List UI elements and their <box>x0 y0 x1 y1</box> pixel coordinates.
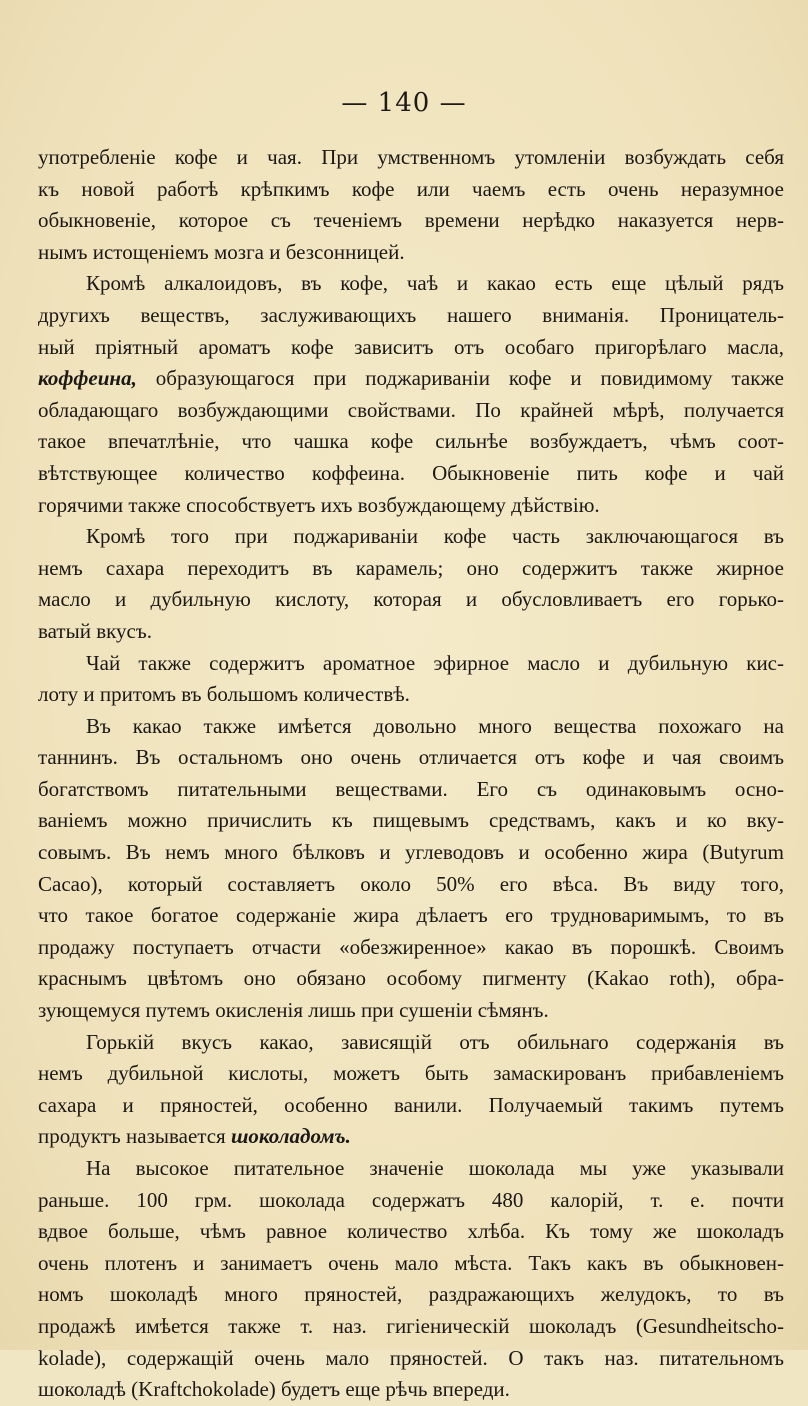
emphasized-term: коффеина, <box>38 366 137 391</box>
text-line: краснымъ цвѣтомъ оно обязано особому пигменту (Kakao roth), обра- <box>38 966 784 991</box>
text-line: kolade), содержащій очень мало пряностей. О такъ наз. питательномъ <box>38 1345 784 1370</box>
text-line: номъ шоколадѣ много пряностей, раздражающихъ желудокъ, то въ <box>38 1282 784 1307</box>
text-line: къ новой работѣ крѣпкимъ кофе или чаемъ есть очень неразумное <box>38 176 784 201</box>
text-line: богатствомъ питательными веществами. Его съ одинаковымъ осно- <box>38 776 784 801</box>
page-number: — 140 — <box>341 88 467 118</box>
text-line-start: продуктъ называется <box>38 1124 226 1149</box>
text-line: Горькій вкусъ какао, зависящій отъ обильнаго содержанія въ <box>86 1029 784 1054</box>
text-line: ватый вкусъ. <box>38 618 152 643</box>
text-line: лоту и притомъ въ большомъ количествѣ. <box>38 682 410 707</box>
text-line-with-emphasis <box>38 1121 784 1153</box>
text-line: шоколадѣ (Kraftchokolade) будетъ еще рѣчь впереди. <box>38 1377 510 1402</box>
text-line: употребленіе кофе и чая. При умственномъ утомленіи возбуждать себя <box>38 145 784 169</box>
text-line: раньше. 100 грм. шоколада содержатъ 480 калорій, т. е. почти <box>38 1187 784 1212</box>
text-line: другихъ веществъ, заслуживающихъ нашего вниманія. Проницатель- <box>38 302 784 327</box>
text-line: Cacao), который составляетъ около 50% его вѣса. Въ виду того, <box>38 871 784 896</box>
text-line: вѣтствующее количество коффеина. Обыкновеніе пить кофе и чай <box>38 460 784 485</box>
text-line: нымъ истощеніемъ мозга и безсонницей. <box>38 239 405 264</box>
text-line: совымъ. Въ немъ много бѣлковъ и углеводовъ и особенно жира (Butyrum <box>38 840 784 865</box>
text-line: таннинъ. Въ остальномъ оно очень отличается отъ кофе и чая своимъ <box>38 745 784 770</box>
text-line: масло и дубильную кислоту, которая и обусловливаетъ его горько- <box>38 587 784 612</box>
text-line: Въ какао также имѣется довольно много вещества похожаго на <box>86 713 784 738</box>
text-line: немъ дубильной кислоты, можетъ быть замаскированъ прибавленіемъ <box>38 1061 784 1086</box>
text-line: такое впечатлѣніе, что чашка кофе сильнѣе возбуждаетъ, чѣмъ соот- <box>38 429 784 454</box>
text-line: очень плотенъ и занимаетъ очень мало мѣста. Такъ какъ въ обыкновен- <box>38 1250 784 1275</box>
text-line: вдвое больше, чѣмъ равное количество хлѣба. Къ тому же шоколадъ <box>38 1219 784 1244</box>
text-line: ный пріятный ароматъ кофе зависитъ отъ особаго пригорѣлаго масла, <box>38 334 784 359</box>
text-line: что такое богатое содержаніе жира дѣлаетъ его трудноваримымъ, то въ <box>38 903 784 928</box>
text-line: обладающаго возбуждающими свойствами. По крайней мѣрѣ, получается <box>38 397 784 422</box>
body-text <box>38 142 784 1406</box>
text-line: ваніемъ можно причислить къ пищевымъ средствамъ, какъ и ко вку- <box>38 808 784 833</box>
text-line: Чай также содержитъ ароматное эфирное масло и дубильную кис- <box>86 650 784 675</box>
text-line: На высокое питательное значеніе шоколада мы уже указывали <box>86 1156 784 1180</box>
text-line: продажу поступаетъ отчасти «обезжиренное» какао въ порошкѣ. Своимъ <box>38 934 784 959</box>
text-line: сахара и пряностей, особенно ванили. Получаемый такимъ путемъ <box>38 1092 784 1117</box>
text-line: зующемуся путемъ окисленія лишь при сушеніи сѣмянъ. <box>38 998 549 1023</box>
text-line-with-emphasis <box>38 363 784 395</box>
text-line: обыкновеніе, которое съ теченіемъ времени нерѣдко наказуется нерв- <box>38 208 784 233</box>
text-line: Кромѣ того при поджариваніи кофе часть заключающагося въ <box>86 524 784 549</box>
text-line-rest: образующагося при поджариваніи кофе и повидимому также <box>155 366 784 391</box>
text-line: продажѣ имѣется также т. наз. гигіеническій шоколадъ (Gesundheitscho- <box>38 1313 784 1338</box>
text-line: Кромѣ алкалоидовъ, въ кофе, чаѣ и какао есть еще цѣлый рядъ <box>86 271 784 296</box>
text-line: горячими также способствуетъ ихъ возбуждающему дѣйствію. <box>38 492 600 517</box>
text-line: немъ сахара переходитъ въ карамель; оно содержитъ также жирное <box>38 555 784 580</box>
emphasized-term: шоколадомъ. <box>230 1124 351 1149</box>
